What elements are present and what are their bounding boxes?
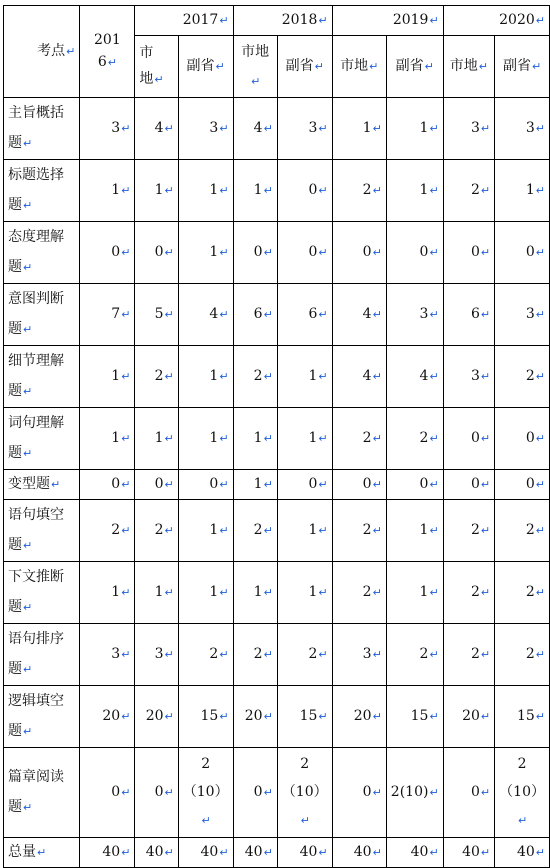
cell-value: 3 [362, 646, 372, 662]
value-cell: 20↵ [332, 686, 386, 748]
cell-value: 2 [419, 646, 429, 662]
value-cell: 1↵ [277, 346, 332, 408]
cell-value: 15 [410, 708, 429, 724]
topic-label: 标题选择题 [8, 167, 64, 213]
value-cell: 2↵ [495, 500, 550, 562]
value-cell: 0↵ [332, 748, 386, 838]
cell-value: 2 [471, 182, 480, 198]
cell-value: 1 [154, 584, 164, 600]
value-cell: 2（10）↵ [495, 748, 550, 838]
total-value-cell: 40↵ [178, 838, 233, 868]
cell-value: 0 [308, 182, 318, 198]
topic-cell: 意图判断题↵ [4, 284, 80, 346]
value-cell: 2↵ [80, 500, 135, 562]
value-cell: 1↵ [135, 160, 178, 222]
cell-value: 1 [111, 368, 121, 384]
cell-value: 4 [154, 120, 164, 136]
header-year-2019: 2019↵ [332, 6, 443, 36]
value-cell: 1↵ [277, 562, 332, 624]
value-cell: 15↵ [386, 686, 443, 748]
value-cell: 4↵ [135, 98, 178, 160]
cell-value: 2 [253, 368, 263, 384]
value-cell: 0↵ [233, 222, 277, 284]
value-cell: 1↵ [80, 346, 135, 408]
value-cell: 20↵ [80, 686, 135, 748]
value-cell: 0↵ [80, 470, 135, 500]
value-cell: 3↵ [443, 346, 494, 408]
cell-value: 0 [471, 244, 480, 260]
value-cell: 0↵ [443, 222, 494, 284]
total-value: 40 [353, 844, 372, 860]
value-cell: 3↵ [495, 98, 550, 160]
cell-value: 0 [419, 476, 429, 492]
cell-value: 1 [111, 182, 121, 198]
value-cell: 6↵ [443, 284, 494, 346]
value-cell: 1↵ [80, 160, 135, 222]
cell-value: 1 [154, 430, 164, 446]
cell-value: 0 [253, 784, 263, 800]
value-cell: 4↵ [332, 284, 386, 346]
value-cell: 1↵ [135, 408, 178, 470]
topic-label: 逻辑填空题 [8, 693, 64, 739]
cell-value: 4 [362, 306, 372, 322]
value-cell: 0↵ [277, 222, 332, 284]
cell-value: 1 [419, 182, 429, 198]
cell-value: 1 [419, 584, 429, 600]
table-row [4, 346, 550, 408]
value-cell: 0↵ [443, 748, 494, 838]
cell-value: 4 [419, 368, 429, 384]
topic-cell: 变型题↵ [4, 470, 80, 500]
topic-cell: 下文推断题↵ [4, 562, 80, 624]
value-cell: 2（10）↵ [277, 748, 332, 838]
topic-cell: 标题选择题↵ [4, 160, 80, 222]
cell-value: 2 [471, 584, 480, 600]
value-cell: 1↵ [178, 346, 233, 408]
cell-value: 1 [253, 476, 263, 492]
value-cell: 2↵ [233, 500, 277, 562]
value-cell: 2↵ [332, 408, 386, 470]
total-value-cell: 40↵ [277, 838, 332, 868]
value-cell: 0↵ [277, 160, 332, 222]
cell-value: 1 [209, 244, 219, 260]
cell-value: 0 [525, 244, 535, 260]
cell-value: 3 [209, 120, 219, 136]
topic-label: 变型题 [8, 476, 50, 492]
cell-value: 1 [362, 120, 372, 136]
total-topic-cell: 总量↵ [4, 838, 80, 868]
total-value: 40 [516, 844, 535, 860]
value-cell: 4↵ [178, 284, 233, 346]
value-cell: 1↵ [233, 408, 277, 470]
value-cell: 0↵ [80, 748, 135, 838]
value-cell: 6↵ [277, 284, 332, 346]
cell-value: 0 [154, 244, 164, 260]
value-cell: 0↵ [386, 470, 443, 500]
total-value: 40 [102, 844, 121, 860]
topic-label: 细节理解题 [8, 353, 64, 399]
value-cell: 0↵ [495, 222, 550, 284]
cell-value: 3 [419, 306, 429, 322]
cell-value: 1 [308, 430, 318, 446]
value-cell: 3↵ [386, 284, 443, 346]
value-cell: 1↵ [233, 470, 277, 500]
value-cell: 2↵ [233, 346, 277, 408]
value-cell: 1↵ [178, 408, 233, 470]
cell-value: 1 [253, 182, 263, 198]
cell-value: 2（10） [499, 756, 545, 800]
cell-value: 2 [419, 430, 429, 446]
cell-value: 0 [419, 244, 429, 260]
cell-value: 6 [253, 306, 263, 322]
value-cell: 2(10)↵ [386, 748, 443, 838]
cell-value: 2（10） [182, 756, 229, 800]
value-cell: 3↵ [135, 624, 178, 686]
value-cell: 4↵ [332, 346, 386, 408]
table-row [4, 686, 550, 748]
value-cell: 1↵ [178, 500, 233, 562]
cell-value: 15 [516, 708, 535, 724]
cell-value: 15 [200, 708, 219, 724]
header-sub-shidi: 市 地 [139, 45, 154, 87]
value-cell: 1↵ [80, 408, 135, 470]
value-cell: 1↵ [332, 98, 386, 160]
cell-value: 1 [308, 522, 318, 538]
value-cell: 0↵ [443, 470, 494, 500]
cell-value: 2 [154, 522, 164, 538]
cell-value: 2 [362, 182, 372, 198]
cell-value: 4 [253, 120, 263, 136]
cell-value: 0 [471, 476, 480, 492]
value-cell: 1↵ [495, 160, 550, 222]
cell-value: 0 [154, 476, 164, 492]
total-value: 40 [462, 844, 480, 860]
total-value-cell: 40↵ [332, 838, 386, 868]
total-value: 40 [200, 844, 219, 860]
cell-value: 2 [362, 430, 372, 446]
table-row [4, 470, 550, 500]
cell-value: 3 [111, 646, 121, 662]
topic-cell: 细节理解题↵ [4, 346, 80, 408]
cell-value: 0 [525, 476, 535, 492]
value-cell: 1↵ [386, 98, 443, 160]
cell-value: 0 [308, 244, 318, 260]
table-row [4, 562, 550, 624]
value-cell: 3↵ [495, 284, 550, 346]
cell-value: 3 [525, 120, 535, 136]
value-cell: 0↵ [332, 470, 386, 500]
value-cell: 2↵ [332, 500, 386, 562]
total-value: 40 [145, 844, 164, 860]
total-value-cell: 40↵ [233, 838, 277, 868]
cell-value: 20 [145, 708, 164, 724]
cell-value: 1 [419, 522, 429, 538]
cell-value: 1 [209, 430, 219, 446]
cell-value: 0 [111, 244, 121, 260]
cell-value: 2 [111, 522, 121, 538]
value-cell: 1↵ [233, 562, 277, 624]
value-cell: 1↵ [277, 500, 332, 562]
header-sub-cell: 副省↵ [495, 36, 550, 98]
header-year-2018: 2018↵ [233, 6, 332, 36]
total-value-cell: 40↵ [443, 838, 494, 868]
value-cell: 1↵ [277, 408, 332, 470]
header-sub-cell: 副省↵ [277, 36, 332, 98]
value-cell: 2↵ [443, 500, 494, 562]
value-cell: 7↵ [80, 284, 135, 346]
cell-value: 3 [525, 306, 535, 322]
cell-value: 3 [154, 646, 164, 662]
topic-cell: 语句填空题↵ [4, 500, 80, 562]
cell-value: 2（10） [281, 756, 328, 800]
value-cell: 2（10）↵ [178, 748, 233, 838]
table-row [4, 408, 550, 470]
header-sub-cell: 市 地↵ [135, 36, 178, 98]
cell-value: 1 [308, 368, 318, 384]
table-row [4, 500, 550, 562]
value-cell: 3↵ [80, 624, 135, 686]
value-cell: 2↵ [443, 624, 494, 686]
cell-value: 0 [111, 476, 121, 492]
topic-cell: 语句排序题↵ [4, 624, 80, 686]
header-sub-cell: 市地↵ [443, 36, 494, 98]
total-value: 40 [244, 844, 263, 860]
cell-value: 2 [525, 646, 535, 662]
table-row [4, 98, 550, 160]
cell-value: 3 [471, 120, 480, 136]
header-topic-label: 考点 [37, 43, 66, 59]
exam-topic-table [3, 5, 550, 868]
header-sub-cell: 副省↵ [178, 36, 233, 98]
value-cell: 15↵ [495, 686, 550, 748]
value-cell: 2↵ [135, 500, 178, 562]
value-cell: 1↵ [233, 160, 277, 222]
cell-value: 0 [362, 244, 372, 260]
cell-value: 0 [362, 784, 372, 800]
cell-value: 0 [471, 430, 480, 446]
value-cell: 2↵ [443, 562, 494, 624]
topic-label: 语句填空题 [8, 507, 64, 553]
cell-value: 2 [525, 584, 535, 600]
cell-value: 2 [253, 522, 263, 538]
total-label: 总量 [8, 844, 36, 860]
cell-value: 7 [111, 306, 121, 322]
cell-value: 2 [471, 646, 480, 662]
value-cell: 2↵ [332, 160, 386, 222]
value-cell: 3↵ [332, 624, 386, 686]
value-cell: 0↵ [277, 470, 332, 500]
value-cell: 6↵ [233, 284, 277, 346]
topic-label: 态度理解题 [8, 229, 64, 275]
topic-label: 篇章阅读题 [8, 769, 64, 815]
value-cell: 2↵ [277, 624, 332, 686]
cell-value: 20 [244, 708, 263, 724]
value-cell: 2↵ [495, 562, 550, 624]
value-cell: 2↵ [386, 408, 443, 470]
value-cell: 1↵ [386, 500, 443, 562]
value-cell: 1↵ [178, 562, 233, 624]
cell-value: 2 [471, 522, 480, 538]
header-row-years [4, 6, 550, 36]
cell-value: 0 [111, 784, 121, 800]
table-row [4, 160, 550, 222]
cell-value: 1 [419, 120, 429, 136]
cell-value: 2 [154, 368, 164, 384]
table-row [4, 284, 550, 346]
value-cell: 1↵ [178, 222, 233, 284]
value-cell: 1↵ [135, 562, 178, 624]
topic-cell: 主旨概括题↵ [4, 98, 80, 160]
cell-value: 0 [362, 476, 372, 492]
cell-value: 1 [154, 182, 164, 198]
topic-label: 下文推断题 [8, 569, 64, 615]
header-topic-cell: 考点↵ [4, 6, 80, 98]
value-cell: 3↵ [80, 98, 135, 160]
value-cell: 3↵ [277, 98, 332, 160]
cell-value: 1 [253, 584, 263, 600]
header-sub-cell: 市地↵ [233, 36, 277, 98]
cell-value: 1 [209, 368, 219, 384]
cell-value: 0 [525, 430, 535, 446]
value-cell: 2↵ [178, 624, 233, 686]
value-cell: 15↵ [277, 686, 332, 748]
cell-value: 20 [462, 708, 480, 724]
value-cell: 0↵ [135, 748, 178, 838]
cell-value: 2 [362, 584, 372, 600]
value-cell: 2↵ [386, 624, 443, 686]
cell-value: 4 [209, 306, 219, 322]
cell-value: 2 [525, 368, 535, 384]
total-value-cell: 40↵ [386, 838, 443, 868]
cell-value: 2(10) [390, 784, 429, 800]
cell-value: 1 [209, 522, 219, 538]
topic-cell: 词句理解题↵ [4, 408, 80, 470]
total-value-cell: 40↵ [80, 838, 135, 868]
value-cell: 0↵ [443, 408, 494, 470]
value-cell: 2↵ [332, 562, 386, 624]
header-2016-label: 201 6 [94, 32, 121, 70]
header-2016-cell: 201 6↵ [80, 6, 135, 98]
header-year-2020: 2020↵ [443, 6, 549, 36]
table-row [4, 222, 550, 284]
total-row [4, 838, 550, 868]
value-cell: 0↵ [80, 222, 135, 284]
value-cell: 20↵ [443, 686, 494, 748]
topic-cell: 态度理解题↵ [4, 222, 80, 284]
value-cell: 1↵ [386, 160, 443, 222]
header-year-2017: 2017↵ [135, 6, 233, 36]
total-value-cell: 40↵ [495, 838, 550, 868]
value-cell: 1↵ [80, 562, 135, 624]
cell-value: 0 [209, 476, 219, 492]
value-cell: 5↵ [135, 284, 178, 346]
total-value: 40 [299, 844, 318, 860]
cell-value: 2 [308, 646, 318, 662]
cell-value: 1 [253, 430, 263, 446]
topic-cell: 逻辑填空题↵ [4, 686, 80, 748]
total-value: 40 [410, 844, 429, 860]
cell-value: 5 [154, 306, 164, 322]
cell-value: 2 [253, 646, 263, 662]
value-cell: 1↵ [178, 160, 233, 222]
cell-value: 0 [471, 784, 480, 800]
topic-cell: 篇章阅读题↵ [4, 748, 80, 838]
value-cell: 20↵ [135, 686, 178, 748]
cell-value: 0 [253, 244, 263, 260]
cell-value: 6 [308, 306, 318, 322]
value-cell: 0↵ [178, 470, 233, 500]
cell-value: 1 [209, 182, 219, 198]
topic-label: 意图判断题 [8, 291, 64, 337]
value-cell: 0↵ [135, 470, 178, 500]
value-cell: 0↵ [386, 222, 443, 284]
value-cell: 0↵ [495, 408, 550, 470]
value-cell: 3↵ [178, 98, 233, 160]
value-cell: 4↵ [233, 98, 277, 160]
exam-table-container [3, 5, 550, 868]
value-cell: 0↵ [233, 748, 277, 838]
cell-value: 0 [308, 476, 318, 492]
table-row [4, 748, 550, 838]
cell-value: 1 [525, 182, 535, 198]
value-cell: 20↵ [233, 686, 277, 748]
value-cell: 0↵ [495, 470, 550, 500]
topic-label: 词句理解题 [8, 415, 64, 461]
cell-value: 3 [111, 120, 121, 136]
value-cell: 0↵ [332, 222, 386, 284]
value-cell: 0↵ [135, 222, 178, 284]
value-cell: 2↵ [443, 160, 494, 222]
cell-value: 1 [111, 584, 121, 600]
cell-value: 0 [154, 784, 164, 800]
header-sub-cell: 副省↵ [386, 36, 443, 98]
cell-value: 20 [102, 708, 121, 724]
cell-value: 1 [111, 430, 121, 446]
cell-value: 2 [209, 646, 219, 662]
value-cell: 2↵ [135, 346, 178, 408]
cell-value: 3 [308, 120, 318, 136]
cell-value: 1 [209, 584, 219, 600]
value-cell: 2↵ [233, 624, 277, 686]
value-cell: 3↵ [443, 98, 494, 160]
header-sub-cell: 市地↵ [332, 36, 386, 98]
cell-value: 6 [471, 306, 480, 322]
total-value-cell: 40↵ [135, 838, 178, 868]
cell-value: 4 [362, 368, 372, 384]
cell-value: 1 [308, 584, 318, 600]
value-cell: 1↵ [386, 562, 443, 624]
topic-label: 语句排序题 [8, 631, 64, 677]
value-cell: 4↵ [386, 346, 443, 408]
topic-label: 主旨概括题 [8, 105, 64, 151]
table-row [4, 624, 550, 686]
cell-value: 20 [353, 708, 372, 724]
cell-value: 2 [362, 522, 372, 538]
cell-value: 2 [525, 522, 535, 538]
value-cell: 2↵ [495, 624, 550, 686]
cell-value: 3 [471, 368, 480, 384]
cell-value: 15 [299, 708, 318, 724]
value-cell: 2↵ [495, 346, 550, 408]
value-cell: 15↵ [178, 686, 233, 748]
